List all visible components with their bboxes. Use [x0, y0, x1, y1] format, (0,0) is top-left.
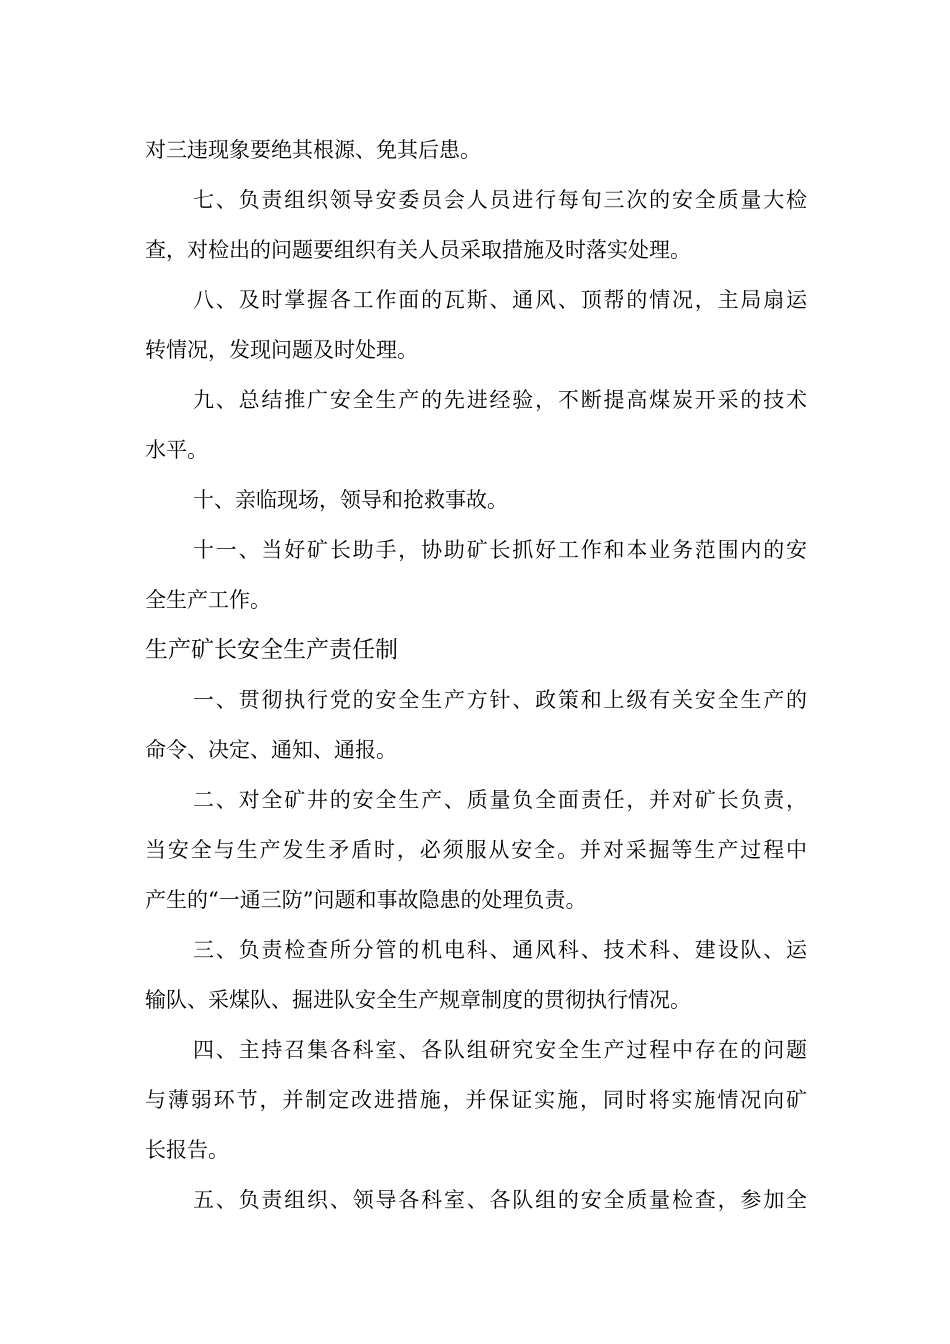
- paragraph-line: 查，对检出的问题要组织有关人员采取措施及时落实处理。: [145, 238, 691, 262]
- section-title: 生产矿长安全生产责任制: [145, 637, 398, 663]
- paragraph-line: 对三违现象要绝其根源、免其后患。: [145, 138, 481, 162]
- paragraph-line: 全生产工作。: [145, 588, 271, 612]
- paragraph-line: 当安全与生产发生矛盾时，必须服从安全。并对采掘等生产过程中: [145, 838, 807, 862]
- paragraph-line: 二、对全矿井的安全生产、质量负全面责任，并对矿长负责，: [193, 788, 807, 812]
- paragraph-line: 水平。: [145, 438, 208, 462]
- paragraph-line: 八、及时掌握各工作面的瓦斯、通风、顶帮的情况，主局扇运: [193, 288, 807, 312]
- paragraph-line: 三、负责检查所分管的机电科、通风科、技术科、建设队、运: [193, 938, 807, 962]
- paragraph-line: 长报告。: [145, 1138, 229, 1162]
- paragraph-line: 九、总结推广安全生产的先进经验，不断提高煤炭开采的技术: [193, 388, 807, 412]
- paragraph-line: 命令、决定、通知、通报。: [145, 738, 397, 762]
- paragraph-line: 产生的“一通三防”问题和事故隐患的处理负责。: [145, 888, 587, 912]
- paragraph-line: 输队、采煤队、掘进队安全生产规章制度的贯彻执行情况。: [145, 988, 691, 1012]
- paragraph-line: 七、负责组织领导安委员会人员进行每旬三次的安全质量大检: [193, 188, 807, 212]
- paragraph-line: 五、负责组织、领导各科室、各队组的安全质量检查，参加全: [193, 1188, 807, 1212]
- paragraph-line: 四、主持召集各科室、各队组研究安全生产过程中存在的问题: [193, 1038, 807, 1062]
- paragraph-line: 一、贯彻执行党的安全生产方针、政策和上级有关安全生产的: [193, 688, 807, 712]
- paragraph-line: 十一、当好矿长助手，协助矿长抓好工作和本业务范围内的安: [193, 538, 807, 562]
- paragraph-line: 与薄弱环节，并制定改进措施，并保证实施，同时将实施情况向矿: [145, 1088, 807, 1112]
- paragraph-line: 转情况，发现问题及时处理。: [145, 338, 418, 362]
- paragraph-line: 十、亲临现场，领导和抢救事故。: [193, 488, 508, 512]
